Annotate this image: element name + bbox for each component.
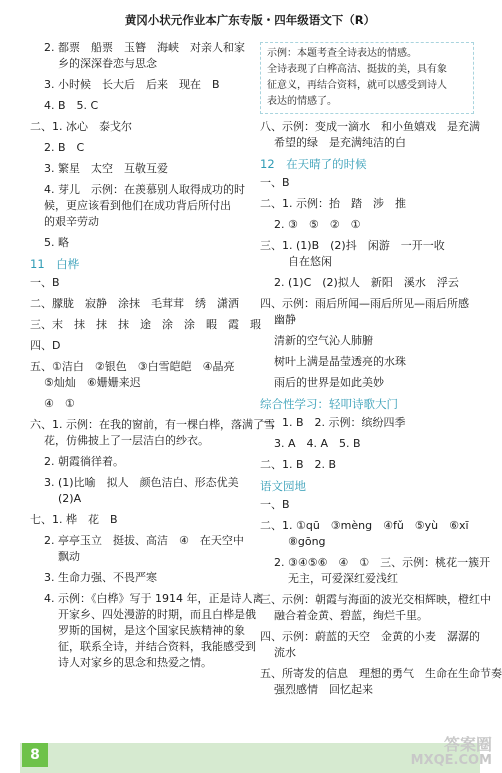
answer-line: 3. (1)比喻 拟人 颜色洁白、形态优美 xyxy=(44,476,239,489)
answer-line: 五、①洁白 ②银色 ③白雪皑皑 ④晶亮 xyxy=(30,360,235,373)
answer-line: 2. (1)C (2)拟人 新阳 溪水 浮云 xyxy=(274,276,459,289)
page-number: 8 xyxy=(22,743,48,767)
answer-line: 4. B 5. C xyxy=(44,99,99,112)
answer-line: 罗斯的国树，是这个国家民族精神的象 xyxy=(58,624,245,637)
analysis-line: 全诗表现了白桦高洁、挺拔的美，具有象 xyxy=(267,64,447,75)
answer-line: 四、D xyxy=(30,339,61,352)
answer-line: 一、1. B 2. 示例：缤纷四季 xyxy=(260,416,406,429)
page-header: 黄冈小状元作业本广东专版・四年级语文下（R） xyxy=(124,13,376,27)
answer-line: 三、1. (1)B (2)抖 闲游 一开一收 xyxy=(260,239,445,252)
section-heading: 11 白桦 xyxy=(30,257,80,271)
answer-line: 融合着金黄、碧蓝，绚烂千里。 xyxy=(274,609,428,622)
answer-line: 乡的深深眷恋与思念 xyxy=(58,57,157,70)
answer-line: 七、1. 桦 花 B xyxy=(30,513,118,526)
answer-line: 五、所寄发的信息 理想的勇气 生命在生命节奏 xyxy=(260,667,502,680)
answer-line: 四、示例：雨后所闻—雨后所见—雨后所感 xyxy=(260,297,469,310)
answer-line: 三、末 抹 抹 抹 途 涂 涂 暇 霞 瑕 xyxy=(30,318,261,331)
answer-line: 2. 都票 船票 玉簪 海峡 对亲人和家 xyxy=(44,41,245,54)
answer-line: ④ ① xyxy=(44,397,75,410)
answer-line: 5. 略 xyxy=(44,236,69,249)
answer-line: 希望的绿 是充满纯洁的白 xyxy=(274,136,406,149)
section-heading: 语文园地 xyxy=(260,479,306,493)
answer-line: 2. B C xyxy=(44,141,85,154)
answer-line: 2. 朝霞徜徉着。 xyxy=(44,455,124,468)
answer-line: 开家乡、四处漫游的时期，而且白桦是俄 xyxy=(58,608,256,621)
answer-line: ⑧gōng xyxy=(288,535,326,548)
watermark-url: MXQE.COM xyxy=(410,753,492,768)
answer-line: 四、示例：蔚蓝的天空 金黄的小麦 潺潺的 xyxy=(260,630,480,643)
answer-line: 4. 示例：《白桦》写于 1914 年，正是诗人离 xyxy=(44,592,264,605)
analysis-box xyxy=(260,42,474,114)
watermark xyxy=(411,737,492,769)
answer-line: (2)A xyxy=(58,492,82,505)
answer-line: 的艰辛劳动 xyxy=(44,215,99,228)
answer-line: 强烈感情 回忆起来 xyxy=(274,683,373,696)
answer-line: ⑤灿灿 ⑥姗姗来迟 xyxy=(44,376,141,389)
answer-line: 候，更应该看到他们在成功背后所付出 xyxy=(44,199,231,212)
answer-line: 二、1. B 2. B xyxy=(260,458,337,471)
answer-line: 3. 生命力强、不畏严寒 xyxy=(44,571,157,584)
answer-line: 飘动 xyxy=(58,550,80,563)
answer-line: 一、B xyxy=(30,276,60,289)
answer-line: 2. ③ ⑤ ② ① xyxy=(274,218,361,231)
watermark-logo: 答案圈 xyxy=(443,735,492,754)
left-column xyxy=(30,40,275,671)
analysis-line: 征意义，再结合资料，就可以感受到诗人 xyxy=(267,80,447,91)
answer-line: 二、1. ①qū ③mèng ④fǔ ⑤yù ⑥xī xyxy=(260,519,469,532)
analysis-line: 表达的情感了。 xyxy=(267,96,337,107)
answer-line: 三、示例：朝霞与海面的波光交相辉映，橙红中 xyxy=(260,593,491,606)
answer-line: 八、示例：变成一滴水 和小鱼嬉戏 是充满 xyxy=(260,120,480,133)
answer-line: 清新的空气沁人肺腑 xyxy=(274,334,373,347)
answer-line: 无主，可爱深红爱浅红 xyxy=(288,572,398,585)
answer-line: 二、1. 示例：抬 踏 涉 推 xyxy=(260,197,406,210)
answer-line: 一、B xyxy=(260,498,290,511)
section-heading: 12 在天晴了的时候 xyxy=(260,157,367,171)
answer-line: 3. 小时候 长大后 后来 现在 B xyxy=(44,78,220,91)
answer-line: 二、1. 冰心 泰戈尔 xyxy=(30,120,132,133)
answer-line: 征，联系全诗，并结合资料，我能感受到 xyxy=(58,640,256,653)
answer-line: 自在悠闲 xyxy=(288,255,332,268)
answer-line: 2. ③④⑤⑥ ④ ① 三、示例：桃花一簇开 xyxy=(274,556,491,569)
answer-line: 幽静 xyxy=(274,313,296,326)
right-column xyxy=(260,40,502,698)
answer-line: 花，仿佛披上了一层洁白的纱衣。 xyxy=(44,434,209,447)
answer-line: 2. 亭亭玉立 挺拔、高洁 ④ 在天空中 xyxy=(44,534,244,547)
section-heading: 综合性学习：轻叩诗歌大门 xyxy=(260,397,398,411)
answer-line: 树叶上满是晶莹透亮的水珠 xyxy=(274,355,406,368)
answer-line: 一、B xyxy=(260,176,290,189)
answer-line: 六、1. 示例：在我的窗前，有一棵白桦，落满了雪 xyxy=(30,418,275,431)
answer-line: 3. 繁星 太空 互敬互爱 xyxy=(44,162,168,175)
analysis-line: 示例：本题考查全诗表达的情感。 xyxy=(267,48,417,59)
answer-line: 流水 xyxy=(274,646,296,659)
answer-line: 4. 芽儿 示例：在羡慕别人取得成功的时 xyxy=(44,183,245,196)
answer-line: 雨后的世界是如此美妙 xyxy=(274,376,384,389)
answer-line: 诗人对家乡的思念和热爱之情。 xyxy=(58,656,212,669)
answer-line: 二、朦胧 寂静 涂抹 毛茸茸 绣 潇洒 xyxy=(30,297,239,310)
answer-line: 3. A 4. A 5. B xyxy=(274,437,361,450)
